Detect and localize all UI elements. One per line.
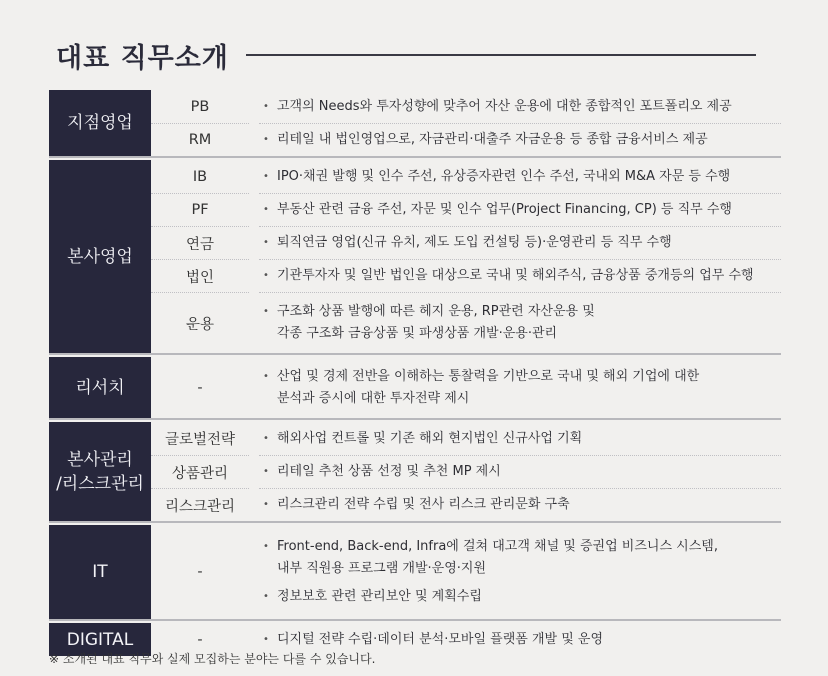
job-group <box>49 160 781 355</box>
description-bullet <box>259 428 781 450</box>
job-row <box>151 123 781 156</box>
bullet-text: 디지털 전략 수립·데이터 분석·모바일 플랫폼 개발 및 운영 <box>277 631 604 647</box>
bullet-text: 퇴직연금 영업(신규 유치, 제도 도입 컨설팅 등)·운영관리 등 직무 수행 <box>277 235 672 250</box>
job-sub-category: IB <box>192 168 208 185</box>
bullet-text: 리스크관리 전략 수립 및 전사 리스크 관리문화 구축 <box>277 497 570 512</box>
bullet-text: 해외사업 컨트롤 및 기존 해외 현지법인 신규사업 기획 <box>277 430 583 446</box>
description-bullet <box>259 536 781 580</box>
group-label: IT <box>49 525 151 619</box>
job-group <box>49 525 781 621</box>
job-row <box>151 90 781 123</box>
description-bullet <box>259 166 781 188</box>
job-description <box>259 422 781 455</box>
group-rows <box>151 422 781 521</box>
job-row <box>151 455 781 488</box>
footnote: ※ 소개된 대표 직무와 실제 모집하는 분야는 다를 수 있습니다. <box>49 652 376 666</box>
job-sub-category: 상품관리 <box>151 455 249 488</box>
job-row <box>151 226 781 259</box>
bullet-dot-icon: • <box>263 370 269 382</box>
group-label: 본사영업 <box>49 160 151 353</box>
job-description <box>259 90 781 123</box>
job-sub-category: 리스크관리 <box>151 488 249 521</box>
description-bullet <box>259 461 781 483</box>
job-group <box>49 90 781 158</box>
job-group <box>49 357 781 420</box>
bullet-text: IPO·채권 발행 및 인수 주선, 유상증자관련 인수 주선, 국내외 M&A 자문 등 수행 <box>277 168 731 184</box>
bullet-dot-icon: • <box>263 466 269 477</box>
job-group <box>49 422 781 523</box>
job-sub-category: 글로벌전략 <box>164 432 236 448</box>
job-table <box>49 90 781 658</box>
job-row <box>151 488 781 521</box>
description-bullet <box>259 494 781 516</box>
group-rows <box>151 90 781 156</box>
description-bullet <box>259 232 781 254</box>
group-label: 본사관리 /리스크관리 <box>49 422 151 521</box>
description-bullet <box>259 199 781 221</box>
bullet-dot-icon: • <box>263 204 269 215</box>
title-divider <box>246 54 756 56</box>
job-sub-category: 법인 <box>151 259 249 292</box>
bullet-dot-icon: • <box>263 541 269 552</box>
description-bullet <box>259 129 781 151</box>
job-description <box>259 488 781 521</box>
job-sub-category: PF <box>151 193 249 226</box>
job-sub-category: - <box>197 379 203 396</box>
bullet-dot-icon: • <box>263 100 269 112</box>
job-row <box>151 525 781 619</box>
bullet-dot-icon: • <box>263 633 269 645</box>
bullet-text: 부동산 관련 금융 주선, 자문 및 인수 업무(Project Financing, CP) 등 직무 수행 <box>277 202 732 217</box>
bullet-text: 산업 및 경제 전반을 이해하는 통찰력을 기반으로 국내 및 해외 기업에 대한 분석과 증시에 대한 투자전략 제시 <box>277 368 700 406</box>
bullet-text: 리테일 추천 상품 선정 및 추천 MP 제시 <box>277 464 501 479</box>
bullet-dot-icon: • <box>263 134 269 145</box>
description-bullet <box>259 301 781 345</box>
job-sub-category: 운용 <box>151 292 249 353</box>
page-title: 대표 직무소개 <box>56 43 229 74</box>
description-bullet <box>259 586 781 608</box>
bullet-dot-icon: • <box>263 270 269 281</box>
job-description <box>259 292 781 353</box>
job-description <box>259 160 781 193</box>
bullet-dot-icon: • <box>263 306 269 317</box>
bullet-text: 정보보호 관련 관리보안 및 계획수립 <box>277 589 482 604</box>
job-row <box>151 193 781 226</box>
bullet-text: 리테일 내 법인영업으로, 자금관리·대출주 자금운용 등 종합 금융서비스 제공 <box>277 132 708 147</box>
bullet-dot-icon: • <box>263 432 269 444</box>
job-description <box>259 525 781 619</box>
bullet-text: 고객의 Needs와 투자성향에 맞추어 자산 운용에 대한 종합적인 포트폴리오 제공 <box>277 98 732 114</box>
group-rows <box>151 525 781 619</box>
bullet-text: 기관투자자 및 일반 법인을 대상으로 국내 및 해외주식, 금융상품 중개등의 업무 수행 <box>277 268 754 283</box>
job-sub-category: PB <box>190 98 210 115</box>
bullet-dot-icon: • <box>263 237 269 248</box>
group-rows <box>151 357 781 418</box>
bullet-text: 구조화 상품 발행에 따른 헤지 운용, RP관련 자산운용 및 각종 구조화 금융상품 및 파생상품 개발·운용·관리 <box>277 304 595 341</box>
description-bullet <box>259 96 781 118</box>
job-row <box>151 292 781 353</box>
job-description <box>259 226 781 259</box>
group-label: 지점영업 <box>49 90 151 156</box>
job-description <box>259 123 781 156</box>
bullet-dot-icon: • <box>263 499 269 510</box>
job-description <box>259 455 781 488</box>
description-bullet <box>259 629 781 651</box>
group-rows <box>151 160 781 353</box>
job-row <box>151 259 781 292</box>
description-bullet <box>259 265 781 287</box>
bullet-text: Front-end, Back-end, Infra에 걸쳐 대고객 채널 및 증권업 비즈니스 시스템, 내부 직원용 프로그램 개발·운영·지원 <box>277 539 718 576</box>
job-description <box>259 259 781 292</box>
bullet-dot-icon: • <box>263 170 269 182</box>
bullet-dot-icon: • <box>263 591 269 602</box>
description-bullet <box>259 366 781 410</box>
job-description <box>259 357 781 418</box>
job-row <box>151 357 781 418</box>
job-sub-category: - <box>197 564 203 580</box>
job-description <box>259 193 781 226</box>
group-label: DIGITAL <box>49 623 151 656</box>
job-row <box>151 160 781 193</box>
group-label: 리서치 <box>49 357 151 418</box>
job-sub-category: - <box>197 631 203 648</box>
job-row <box>151 422 781 455</box>
job-sub-category: 연금 <box>151 226 249 259</box>
job-sub-category: RM <box>151 123 249 156</box>
